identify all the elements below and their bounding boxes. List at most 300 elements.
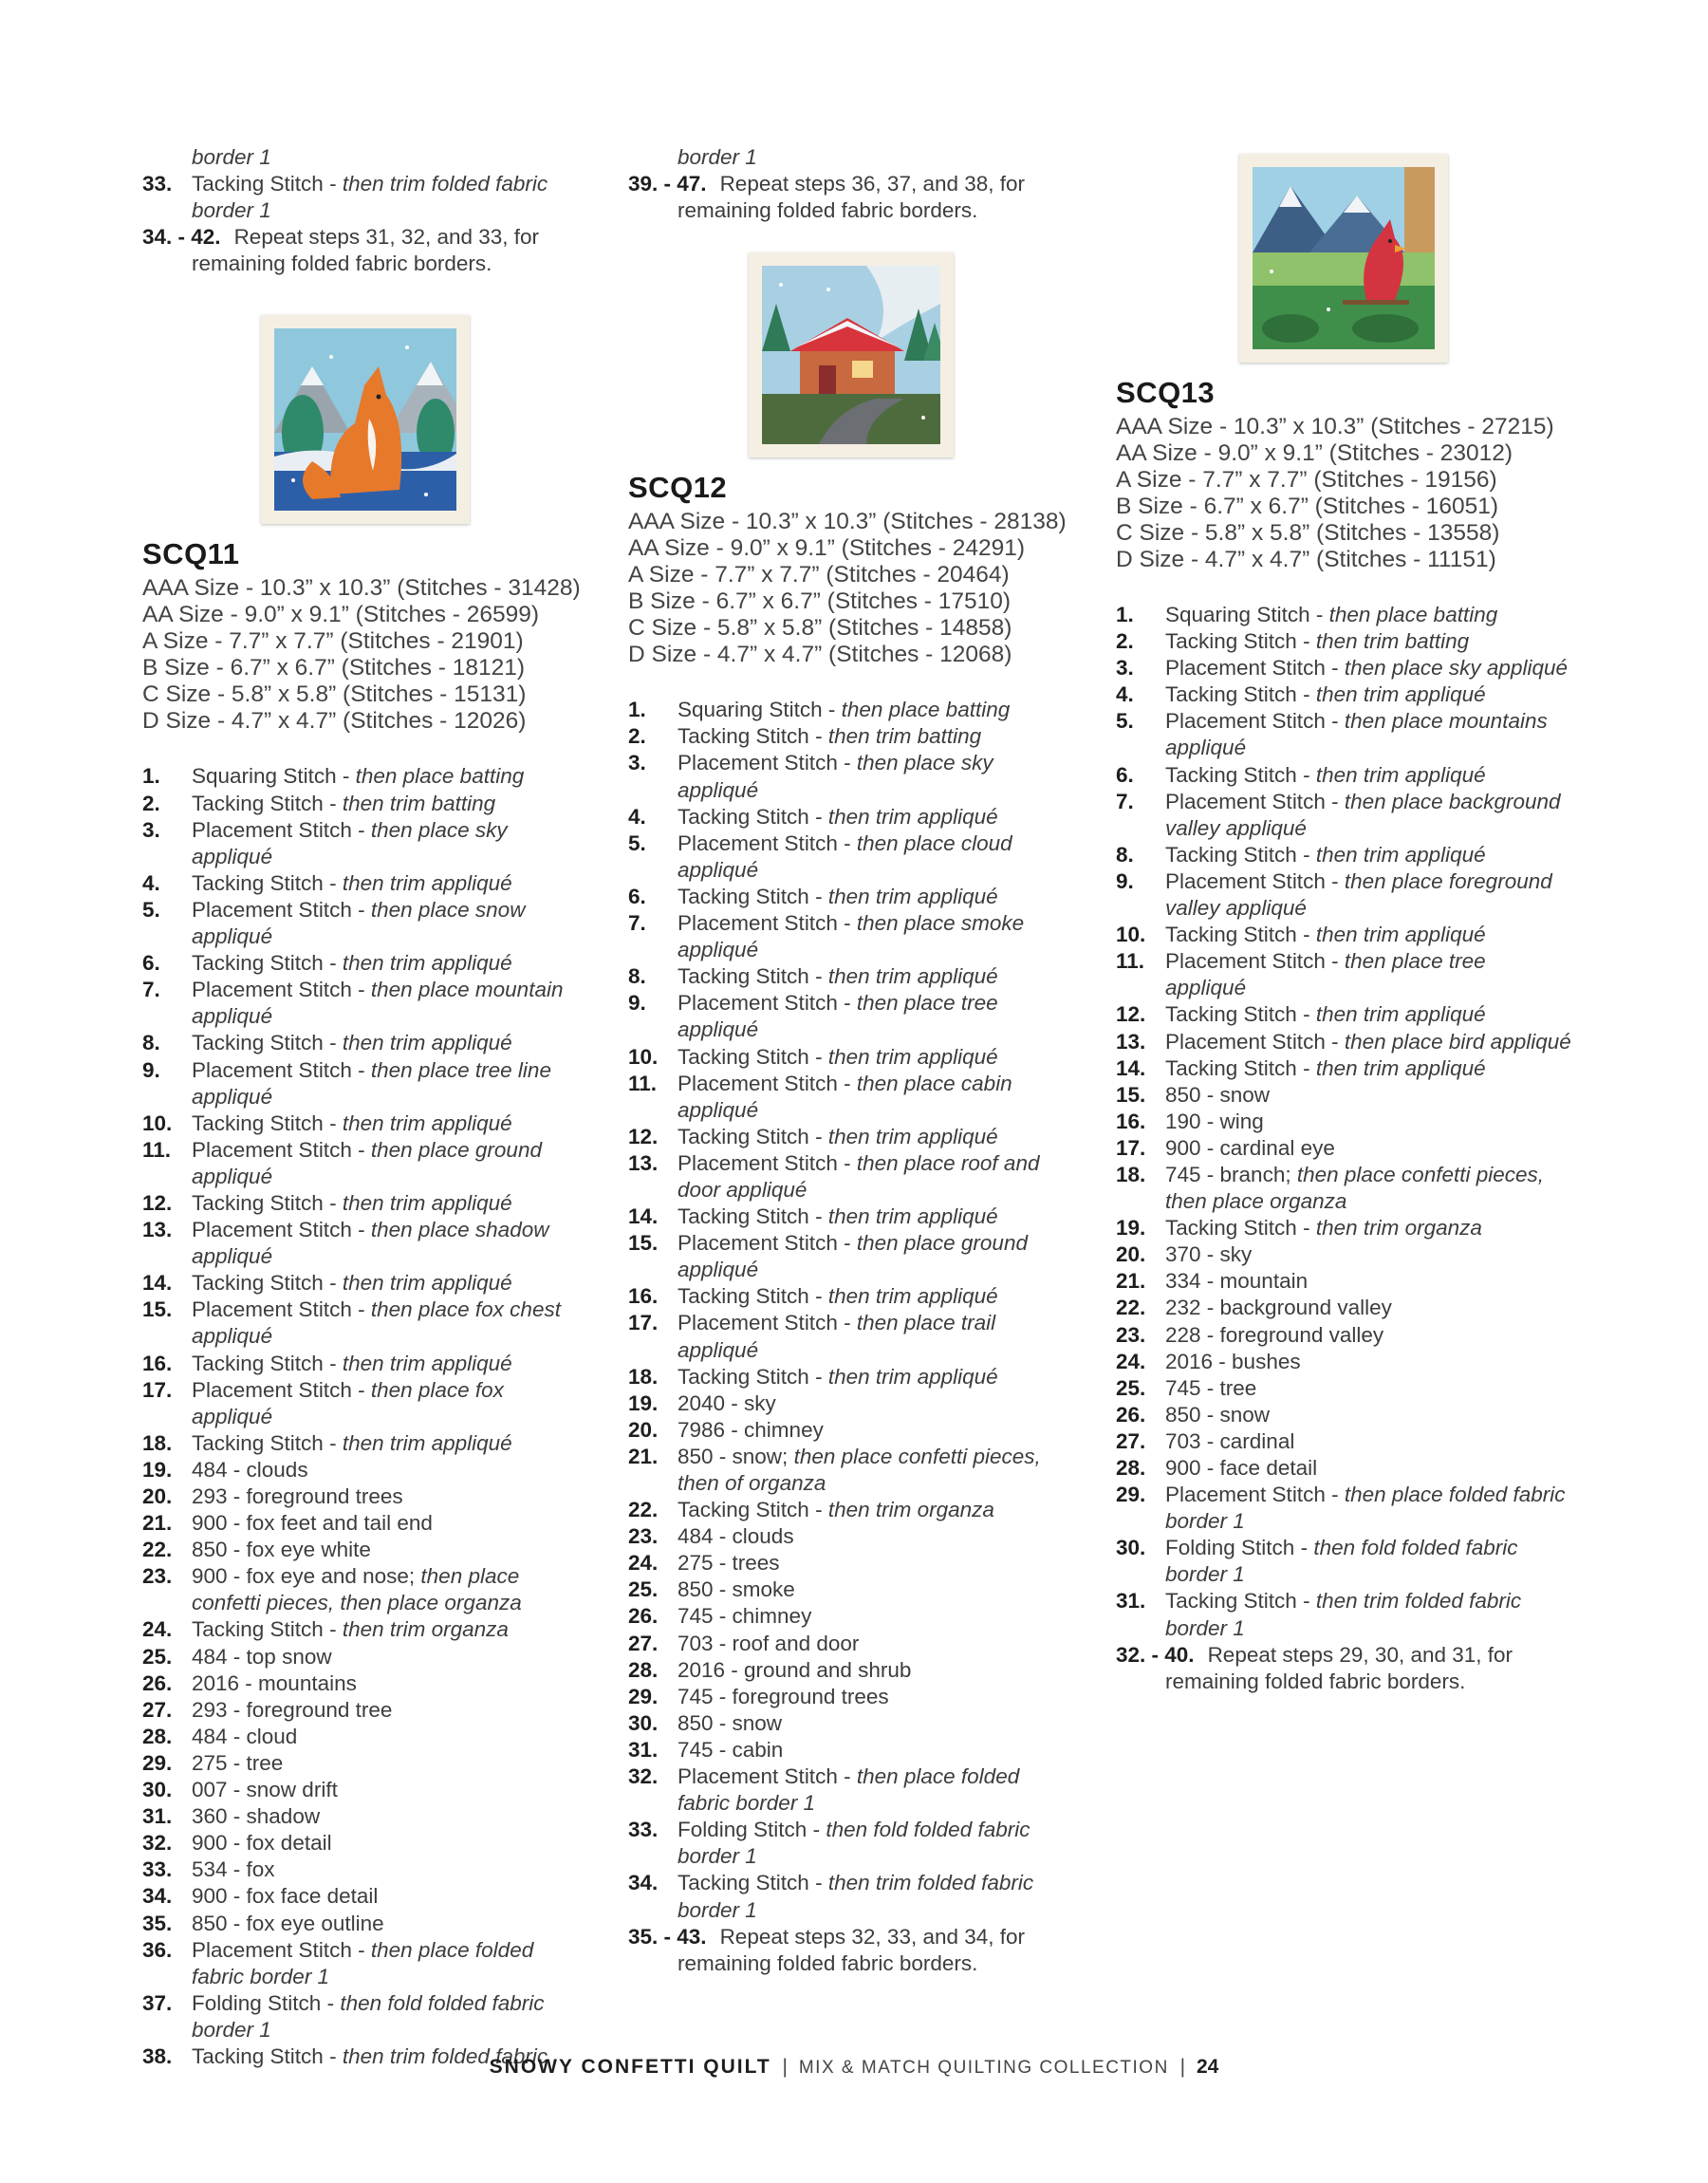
instruction-step xyxy=(628,1870,1074,1923)
step-number: 3. xyxy=(142,817,160,842)
instruction-step xyxy=(1116,922,1571,948)
step-text: 2016 - bushes xyxy=(1165,1349,1301,1373)
step-text: Placement Stitch - xyxy=(678,1231,857,1256)
step-text: 900 - fox feet and tail end xyxy=(192,1511,433,1536)
step-note: then trim appliqué xyxy=(1315,1055,1486,1080)
step-number: 25. xyxy=(142,1644,173,1669)
footer-separator: | xyxy=(1179,2056,1186,2078)
step-note: then place bird appliqué xyxy=(1344,1029,1571,1054)
step-text: Folding Stitch - xyxy=(1165,1536,1314,1560)
step-text: 703 - cardinal xyxy=(1165,1428,1295,1453)
step-text: Placement Stitch - xyxy=(1165,1029,1345,1054)
step-number: 11. xyxy=(1116,949,1145,974)
column-left xyxy=(142,144,588,2070)
instruction-step xyxy=(628,1230,1074,1283)
step-number: 30. xyxy=(1116,1536,1146,1560)
step-number: 21. xyxy=(142,1511,173,1536)
step-text: 703 - roof and door xyxy=(678,1631,860,1655)
step-text: Placement Stitch - xyxy=(1165,709,1345,734)
instruction-step xyxy=(1116,1029,1571,1055)
step-number: 19. xyxy=(142,1457,173,1482)
instruction-step xyxy=(628,884,1074,910)
step-text: Placement Stitch - xyxy=(678,1764,857,1789)
instruction-step xyxy=(142,144,588,171)
instruction-step xyxy=(1116,681,1571,708)
instruction-step xyxy=(142,870,588,897)
step-number: 27. xyxy=(142,1697,173,1722)
size-spec: AAA Size - 10.3” x 10.3” (Stitches - 31428) xyxy=(142,575,581,602)
step-number: 17. xyxy=(142,1377,173,1402)
step-text: Placement Stitch - xyxy=(192,1218,371,1242)
instruction-step xyxy=(1116,948,1571,1001)
step-text: Tacking Stitch - xyxy=(192,1271,343,1296)
instruction-step xyxy=(142,1777,588,1803)
size-spec: A Size - 7.7” x 7.7” (Stitches - 19156) xyxy=(1116,467,1497,493)
scq13-steps xyxy=(1116,602,1571,1695)
size-spec: AA Size - 9.0” x 9.1” (Stitches - 23012) xyxy=(1116,440,1513,466)
step-number: 21. xyxy=(1116,1269,1146,1294)
step-text: Tacking Stitch - xyxy=(1165,762,1316,787)
instruction-step xyxy=(628,1523,1074,1550)
step-text: Squaring Stitch - xyxy=(1165,603,1329,626)
scq12-image xyxy=(749,252,954,457)
step-text: Placement Stitch - xyxy=(192,1937,371,1962)
instruction-step xyxy=(628,1310,1074,1363)
instruction-step xyxy=(1116,1268,1571,1295)
size-spec: D Size - 4.7” x 4.7” (Stitches - 12026) xyxy=(142,708,527,735)
step-number: 30. xyxy=(628,1710,659,1735)
step-text: Placement Stitch - xyxy=(192,1297,371,1322)
step-note: then place fox appliqué xyxy=(192,1377,504,1428)
step-text: 850 - fox eye outline xyxy=(192,1911,384,1935)
step-number: 2. xyxy=(1116,629,1134,654)
step-text: Tacking Stitch - xyxy=(678,964,828,989)
step-number: 9. xyxy=(142,1057,160,1082)
step-note: then place shadow appliqué xyxy=(192,1218,549,1269)
step-text: Placement Stitch - xyxy=(192,817,371,842)
step-number: 15. xyxy=(628,1231,659,1256)
step-text: 275 - tree xyxy=(192,1750,284,1775)
step-note: then place snow appliqué xyxy=(192,897,526,949)
step-note: then place confetti pieces, then place organza xyxy=(192,1564,522,1615)
step-number: 7. xyxy=(1116,789,1134,813)
step-note: then trim appliqué xyxy=(827,964,998,989)
instruction-step xyxy=(142,1270,588,1297)
step-number: 30. xyxy=(142,1778,173,1802)
step-number: 2. xyxy=(142,791,160,815)
step-note: then trim appliqué xyxy=(342,1190,512,1215)
instruction-step xyxy=(1116,1482,1571,1535)
instruction-step xyxy=(142,1750,588,1777)
step-number: 1. xyxy=(1116,603,1134,626)
instruction-step xyxy=(1116,1455,1571,1482)
step-number: 3. xyxy=(628,751,646,775)
step-note: then place sky appliqué xyxy=(192,817,508,868)
instruction-step xyxy=(1116,1055,1571,1082)
step-note: then place fox chest appliqué xyxy=(192,1297,561,1349)
step-text: 293 - foreground tree xyxy=(192,1697,393,1722)
step-number: 18. xyxy=(628,1364,659,1389)
instruction-step xyxy=(1116,1642,1571,1695)
instruction-step xyxy=(142,1537,588,1563)
step-text: Placement Stitch - xyxy=(192,1137,371,1162)
step-text: Tacking Stitch - xyxy=(678,804,828,829)
step-text: 850 - snow xyxy=(1165,1082,1271,1107)
step-text: 2016 - mountains xyxy=(192,1670,357,1695)
step-note: then trim appliqué xyxy=(827,1284,998,1309)
scq12-title: SCQ12 xyxy=(628,471,728,505)
instruction-step xyxy=(628,910,1074,963)
scq11-sizes xyxy=(142,575,588,735)
step-text: Tacking Stitch - xyxy=(192,951,343,976)
step-number: 32. xyxy=(142,1831,173,1856)
page-number: 24 xyxy=(1196,2056,1219,2078)
step-note: then trim appliqué xyxy=(827,804,998,829)
column-right xyxy=(1116,144,1571,1695)
step-text: Tacking Stitch - xyxy=(1165,923,1316,947)
instruction-step xyxy=(1116,1295,1571,1321)
step-number: 18. xyxy=(142,1430,173,1455)
size-spec: C Size - 5.8” x 5.8” (Stitches - 15131) xyxy=(142,681,527,708)
instruction-step xyxy=(1116,842,1571,868)
step-number: 23. xyxy=(1116,1322,1146,1347)
step-number: 26. xyxy=(142,1670,173,1695)
size-spec: B Size - 6.7” x 6.7” (Stitches - 18121) xyxy=(142,655,526,681)
step-text: Tacking Stitch - xyxy=(1165,1216,1316,1241)
fox-quilt-block-icon xyxy=(274,328,456,511)
step-text: 850 - snow xyxy=(1165,1402,1271,1427)
step-note: then place batting xyxy=(1328,603,1498,626)
instruction-step xyxy=(142,1217,588,1270)
step-number: 24. xyxy=(142,1617,173,1642)
step-note: then place folded fabric border 1 xyxy=(678,1764,1020,1816)
step-text: Placement Stitch - xyxy=(192,897,371,922)
step-number: 2. xyxy=(628,724,646,749)
step-text: Tacking Stitch - xyxy=(678,1204,828,1229)
instruction-step xyxy=(1116,1428,1571,1455)
instruction-step xyxy=(628,1657,1074,1684)
step-number: 20. xyxy=(628,1417,659,1442)
instruction-step xyxy=(1116,655,1571,681)
step-text: 745 - branch; xyxy=(1165,1162,1297,1186)
step-text: Tacking Stitch - xyxy=(192,1110,343,1135)
size-spec: C Size - 5.8” x 5.8” (Stitches - 13558) xyxy=(1116,520,1500,546)
footer-separator: | xyxy=(782,2056,789,2078)
step-note: then fold folded fabric border 1 xyxy=(678,1818,1030,1869)
step-number: 16. xyxy=(628,1284,659,1309)
step-note: then trim appliqué xyxy=(342,1271,512,1296)
instruction-step xyxy=(628,1631,1074,1657)
instruction-step xyxy=(628,1737,1074,1763)
step-number: 33. xyxy=(628,1818,659,1842)
step-text: Tacking Stitch - xyxy=(1165,629,1316,654)
step-number: 13. xyxy=(1116,1029,1146,1054)
step-note: then trim appliqué xyxy=(1315,842,1486,867)
instruction-step xyxy=(1116,628,1571,655)
size-spec: A Size - 7.7” x 7.7” (Stitches - 21901) xyxy=(142,628,524,655)
step-note: then trim appliqué xyxy=(1315,923,1486,947)
step-note: then trim folded fabric border 1 xyxy=(678,1871,1034,1922)
step-note: then trim appliqué xyxy=(342,1351,512,1375)
size-spec: B Size - 6.7” x 6.7” (Stitches - 16051) xyxy=(1116,494,1499,519)
continued-steps xyxy=(628,144,1074,224)
step-text: Placement Stitch - xyxy=(192,1377,371,1402)
instruction-step xyxy=(628,1364,1074,1390)
step-number: 12. xyxy=(628,1124,659,1148)
step-text: Tacking Stitch - xyxy=(678,1044,828,1069)
instruction-step xyxy=(142,224,588,277)
instruction-step xyxy=(142,817,588,870)
step-number: 17. xyxy=(628,1311,659,1335)
step-number: 13. xyxy=(628,1150,659,1175)
step-number: 11. xyxy=(142,1137,172,1162)
step-number: 31. xyxy=(1116,1589,1146,1614)
instruction-step xyxy=(142,1724,588,1750)
size-spec: D Size - 4.7” x 4.7” (Stitches - 11151) xyxy=(1116,547,1496,572)
step-number: 28. xyxy=(142,1724,173,1748)
step-text: 2016 - ground and shrub xyxy=(678,1657,912,1682)
instruction-step xyxy=(1116,1215,1571,1241)
step-note: then trim appliqué xyxy=(342,1110,512,1135)
instruction-step xyxy=(142,1616,588,1643)
step-text: Placement Stitch - xyxy=(678,911,857,936)
step-number: 34. xyxy=(628,1871,659,1895)
instruction-step xyxy=(142,171,588,224)
instruction-step xyxy=(142,1856,588,1883)
step-text: 334 - mountain xyxy=(1165,1269,1309,1294)
step-text: Squaring Stitch - xyxy=(678,698,842,722)
step-number: 9. xyxy=(1116,868,1134,893)
step-note: then place folded fabric border 1 xyxy=(192,1937,534,1988)
step-note: then trim folded fabric border 1 xyxy=(1165,1589,1522,1640)
step-text: 900 - face detail xyxy=(1165,1456,1318,1480)
step-number: 37. xyxy=(142,1990,173,2015)
step-note: then trim batting xyxy=(827,724,982,749)
step-note: then place ground appliqué xyxy=(192,1137,542,1188)
step-note: then place mountain appliqué xyxy=(192,978,564,1029)
step-number: 12. xyxy=(142,1190,173,1215)
step-note: then place confetti pieces, then of organza xyxy=(678,1444,1041,1495)
step-note: then place background valley appliqué xyxy=(1165,789,1561,840)
step-number: 14. xyxy=(142,1271,173,1296)
step-text: Tacking Stitch - xyxy=(192,1190,343,1215)
step-note: then place smoke appliqué xyxy=(678,911,1025,962)
instruction-step xyxy=(628,1283,1074,1310)
step-number: 36. xyxy=(142,1937,173,1962)
step-text: 745 - cabin xyxy=(678,1737,784,1762)
step-number: 11. xyxy=(628,1071,658,1095)
instruction-step xyxy=(1116,1402,1571,1428)
instruction-step xyxy=(628,750,1074,803)
step-note: then trim batting xyxy=(1315,629,1470,654)
step-number: 22. xyxy=(628,1498,659,1522)
step-text: 484 - clouds xyxy=(192,1457,308,1482)
step-number: 35. xyxy=(142,1911,173,1935)
instruction-step xyxy=(628,1603,1074,1630)
step-note: border 1 xyxy=(192,145,271,169)
instruction-step xyxy=(1116,762,1571,789)
step-text: Tacking Stitch - xyxy=(192,1617,343,1642)
step-text: Tacking Stitch - xyxy=(192,1351,343,1375)
instruction-step xyxy=(142,977,588,1030)
instruction-step xyxy=(1116,1109,1571,1135)
instruction-step xyxy=(142,1351,588,1377)
step-number: 31. xyxy=(142,1804,173,1829)
step-number: 15. xyxy=(142,1297,173,1322)
instruction-step xyxy=(142,1057,588,1110)
step-note: then fold folded fabric border 1 xyxy=(192,1990,545,2042)
step-number: 27. xyxy=(1116,1428,1146,1453)
step-text: 745 - chimney xyxy=(678,1604,812,1629)
step-note: then place roof and door appliqué xyxy=(678,1150,1040,1202)
step-note: then place batting xyxy=(355,764,525,789)
size-spec: AAA Size - 10.3” x 10.3” (Stitches - 28138) xyxy=(628,509,1067,535)
step-text: 2040 - sky xyxy=(678,1390,776,1415)
step-text: Tacking Stitch - xyxy=(678,1284,828,1309)
step-text: Folding Stitch - xyxy=(678,1818,826,1842)
step-text: Placement Stitch - xyxy=(678,1311,857,1335)
instruction-step xyxy=(1116,1535,1571,1588)
step-text: 370 - sky xyxy=(1165,1242,1253,1267)
step-note: then place confetti pieces, then place organza xyxy=(1165,1162,1545,1214)
step-number: 21. xyxy=(628,1444,659,1468)
instruction-step xyxy=(628,144,1074,171)
step-number: 29. xyxy=(1116,1483,1146,1507)
step-text: Tacking Stitch - xyxy=(192,2043,343,2068)
scq11-title: SCQ11 xyxy=(142,537,240,571)
step-number: 8. xyxy=(142,1031,160,1055)
step-number: 28. xyxy=(628,1657,659,1682)
step-note: then place sky appliqué xyxy=(678,751,993,802)
instruction-step xyxy=(1116,789,1571,842)
instruction-step xyxy=(628,697,1074,723)
scq13-sizes xyxy=(1116,414,1571,573)
step-note: then trim appliqué xyxy=(342,951,512,976)
step-text: 745 - tree xyxy=(1165,1375,1257,1400)
step-number: 34. - 42. xyxy=(142,225,221,250)
step-number: 38. xyxy=(142,2043,173,2068)
instruction-step xyxy=(1116,1135,1571,1162)
step-note: then place batting xyxy=(841,698,1011,722)
step-number: 28. xyxy=(1116,1456,1146,1480)
step-number: 16. xyxy=(1116,1109,1146,1133)
step-number: 6. xyxy=(142,951,160,976)
instruction-step xyxy=(142,763,588,790)
step-number: 5. xyxy=(1116,709,1134,734)
step-number: 22. xyxy=(1116,1296,1146,1320)
step-text: Repeat steps 31, 32, and 33, for remaining folded fabric borders. xyxy=(192,225,540,276)
step-text: Placement Stitch - xyxy=(678,991,857,1016)
step-note: then trim appliqué xyxy=(827,1124,998,1148)
step-text: 534 - fox xyxy=(192,1857,275,1882)
step-number: 8. xyxy=(628,964,646,989)
step-text: Tacking Stitch - xyxy=(1165,842,1316,867)
step-text: Repeat steps 36, 37, and 38, for remaining folded fabric borders. xyxy=(678,172,1026,223)
step-number: 19. xyxy=(1116,1216,1146,1241)
step-note: then trim appliqué xyxy=(827,1204,998,1229)
cabin-quilt-block-icon xyxy=(762,266,940,444)
instruction-step xyxy=(628,1071,1074,1124)
step-note: then trim appliqué xyxy=(827,1044,998,1069)
step-text: Repeat steps 29, 30, and 31, for remaining folded fabric borders. xyxy=(1165,1642,1513,1693)
instruction-step xyxy=(142,1457,588,1483)
step-text: Repeat steps 32, 33, and 34, for remaining folded fabric borders. xyxy=(678,1924,1026,1975)
step-note: then trim appliqué xyxy=(1315,682,1486,707)
step-text: 850 - fox eye white xyxy=(192,1538,371,1562)
instruction-step xyxy=(628,990,1074,1043)
size-spec: AAA Size - 10.3” x 10.3” (Stitches - 27215) xyxy=(1116,414,1554,439)
step-text: 850 - smoke xyxy=(678,1577,795,1602)
step-number: 7. xyxy=(142,978,160,1002)
instruction-step xyxy=(142,1670,588,1697)
step-text: 484 - clouds xyxy=(678,1524,794,1549)
instruction-step xyxy=(142,1190,588,1217)
instruction-step xyxy=(142,1830,588,1856)
instruction-step xyxy=(1116,1001,1571,1028)
step-number: 10. xyxy=(628,1044,659,1069)
step-number: 29. xyxy=(142,1750,173,1775)
step-note: then place tree line appliqué xyxy=(192,1057,551,1109)
instruction-step xyxy=(142,950,588,977)
step-note: then trim organza xyxy=(827,1498,994,1522)
step-note: then place trail appliqué xyxy=(678,1311,996,1362)
scq12-sizes xyxy=(628,509,1074,668)
step-text: Placement Stitch - xyxy=(1165,949,1345,974)
step-number: 6. xyxy=(628,884,646,908)
step-number: 9. xyxy=(628,991,646,1016)
instruction-step xyxy=(142,1297,588,1350)
step-note: then fold folded fabric border 1 xyxy=(1165,1536,1518,1587)
instruction-step xyxy=(628,1203,1074,1230)
instruction-step xyxy=(142,1430,588,1457)
step-note: then trim appliqué xyxy=(342,870,512,895)
step-note: then place foreground valley appliqué xyxy=(1165,868,1552,921)
instruction-step xyxy=(628,1417,1074,1444)
step-note: then trim appliqué xyxy=(342,1031,512,1055)
step-number: 13. xyxy=(142,1218,173,1242)
instruction-step xyxy=(628,1124,1074,1150)
step-number: 4. xyxy=(142,870,160,895)
instruction-step xyxy=(628,1044,1074,1071)
instruction-step xyxy=(142,1990,588,2043)
step-text: Placement Stitch - xyxy=(1165,868,1345,893)
step-text: Placement Stitch - xyxy=(1165,656,1345,681)
cardinal-quilt-block-icon xyxy=(1253,167,1435,349)
step-text: 484 - top snow xyxy=(192,1644,332,1669)
step-number: 33. xyxy=(142,172,173,196)
instruction-step xyxy=(628,1550,1074,1577)
scq12-steps xyxy=(628,697,1074,1977)
step-text: Placement Stitch - xyxy=(678,751,857,775)
step-text: 900 - cardinal eye xyxy=(1165,1135,1335,1160)
step-number: 24. xyxy=(628,1551,659,1576)
step-note: then place folded fabric border 1 xyxy=(1165,1483,1566,1534)
step-text: 007 - snow drift xyxy=(192,1778,338,1802)
step-note: then place tree appliqué xyxy=(678,991,998,1042)
step-number: 39. - 47. xyxy=(628,172,707,196)
instruction-step xyxy=(628,1763,1074,1817)
instruction-step xyxy=(628,1444,1074,1497)
step-note: then trim appliqué xyxy=(1315,762,1486,787)
step-text: Folding Stitch - xyxy=(192,1990,341,2015)
step-number: 10. xyxy=(142,1110,173,1135)
step-text: 850 - snow; xyxy=(678,1444,794,1468)
step-number: 6. xyxy=(1116,762,1134,787)
instruction-step xyxy=(1116,1162,1571,1215)
step-note: then place mountains appliqué xyxy=(1165,709,1548,760)
step-note: then trim appliqué xyxy=(827,884,998,908)
step-text: Tacking Stitch - xyxy=(678,1498,828,1522)
